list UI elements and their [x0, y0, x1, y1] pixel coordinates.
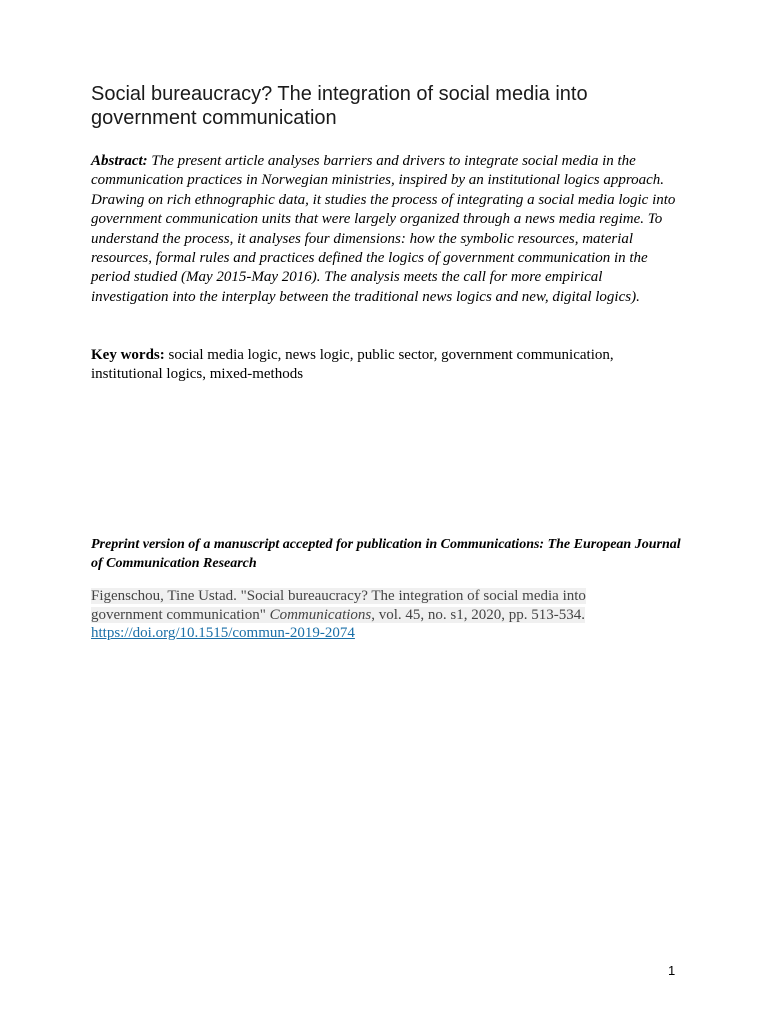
keywords-paragraph [91, 346, 681, 385]
citation-authors-title: Figenschou, Tine Ustad. "Social bureaucracy? The integration of social media into government communication" [91, 588, 586, 623]
preprint-note: Preprint version of a manuscript accepted for publication in Communications: The European Journal of Communication Research [91, 537, 681, 571]
citation-details: , vol. 45, no. s1, 2020, pp. 513-534. [371, 606, 586, 623]
article-title: Social bureaucracy? The integration of social media into government communication [91, 83, 588, 129]
abstract-text: The present article analyses barriers and drivers to integrate social media in the communication practices in Norwegian ministries, inspired by an institutional logics approach. Drawing on rich ethnographic data, it studies the process of integrating a social media logic into government communication units that were largely organized through a news media regime. To understand the process, it analyses four dimensions: how the symbolic resources, material resources, formal rules and practices defined the logics of government communication in the period studied (May 2015-May 2016). The analysis meets the call for more empirical investigation into the interplay between the traditional news logics and new, digital logics). [91, 153, 676, 305]
citation-paragraph [91, 587, 591, 643]
keywords-text: social media logic, news logic, public sector, government communication, institutional logics, mixed-methods [91, 347, 614, 383]
page-number: 1 [668, 963, 676, 978]
keywords-label: Key words: [91, 347, 165, 363]
abstract-paragraph [91, 152, 681, 307]
abstract-label: Abstract: [91, 153, 148, 169]
citation-journal: Communications [269, 606, 372, 623]
doi-link[interactable]: https://doi.org/10.1515/commun-2019-2074 [91, 625, 355, 641]
